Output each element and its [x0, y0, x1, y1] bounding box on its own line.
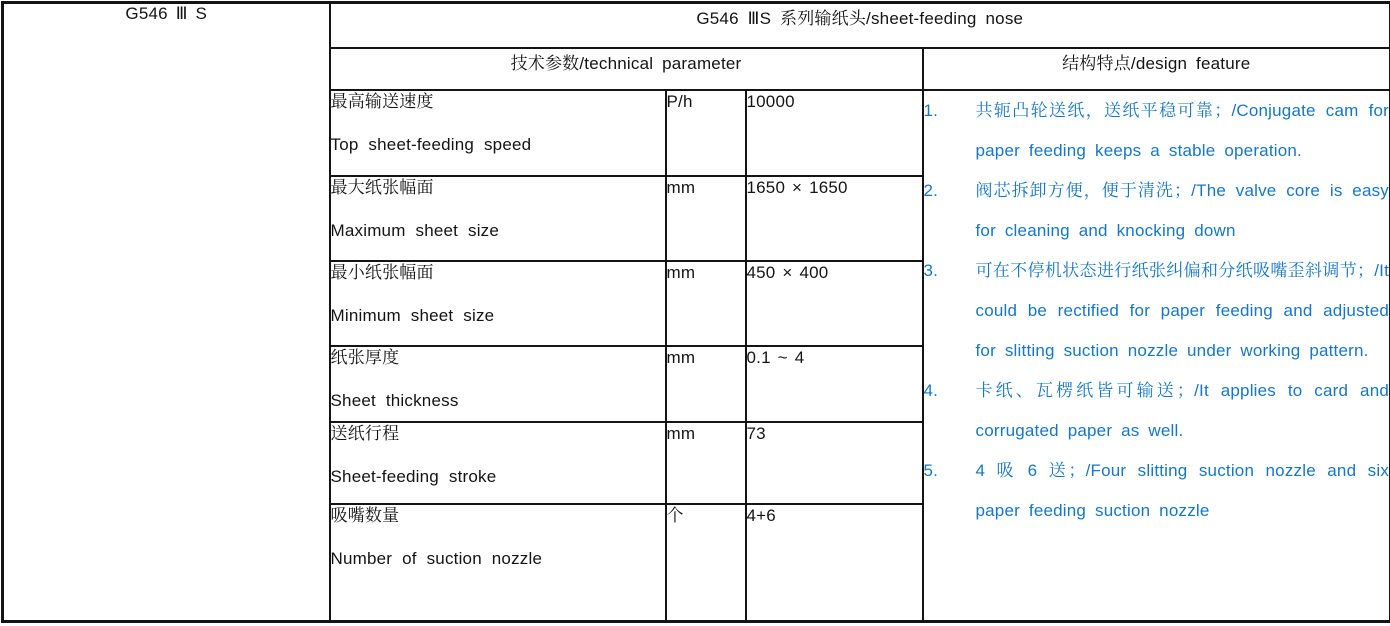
param-name-cn: 吸嘴数量 — [330, 505, 400, 525]
feature-text: 卡纸、瓦楞纸皆可输送；/It applies to card and corrugated paper as well. — [975, 380, 1390, 440]
param-value-cell: 10000 — [746, 90, 923, 176]
param-value-cell: 0.1 ~ 4 — [746, 346, 923, 422]
feature-text: 共轭凸轮送纸，送纸平稳可靠；/Conjugate cam for paper feeding keeps a stable operation. — [975, 100, 1390, 160]
feature-text: 可在不停机状态进行纸张纠偏和分纸吸嘴歪斜调节；/It could be rectified for paper feeding and adjusted for slitting suction nozzle under working pattern. — [975, 260, 1390, 360]
param-unit-cell: 个 — [666, 504, 746, 622]
param-name-cn: 纸张厚度 — [330, 347, 400, 367]
param-name-cell — [330, 90, 666, 176]
param-name-en: Sheet-feeding stroke — [330, 466, 497, 486]
feature-text: 4 吸 6 送；/Four slitting suction nozzle and six paper feeding suction nozzle — [975, 460, 1390, 520]
model-name: G546 Ⅲ S — [125, 4, 208, 23]
feature-number: 3. — [923, 260, 939, 280]
feature-number: 5. — [923, 460, 939, 480]
param-value-cell: 1650 × 1650 — [746, 176, 923, 261]
param-name-cn: 最大纸张幅面 — [330, 177, 434, 197]
param-name-en: Number of suction nozzle — [330, 548, 543, 568]
param-unit-cell: P/h — [666, 90, 746, 176]
series-title-cell — [330, 3, 1390, 48]
technical-parameter-header: 技术参数/technical parameter — [330, 48, 923, 90]
param-name-cn: 最高输送速度 — [330, 91, 434, 111]
feature-number: 2. — [923, 180, 939, 200]
feature-item — [924, 451, 1390, 531]
param-unit-cell: mm — [666, 176, 746, 261]
param-value-cell: 450 × 400 — [746, 261, 923, 346]
param-name-cell — [330, 261, 666, 346]
param-name-cell — [330, 346, 666, 422]
param-name-en: Minimum sheet size — [330, 305, 495, 325]
param-name-cell — [330, 176, 666, 261]
spec-table — [1, 1, 1390, 623]
feature-item — [924, 171, 1390, 251]
feature-number: 1. — [923, 100, 939, 120]
series-title: G546 ⅢS 系列输纸头/sheet-feeding nose — [696, 9, 1024, 28]
param-unit-cell: mm — [666, 346, 746, 422]
feature-item — [924, 371, 1390, 451]
param-unit-cell: mm — [666, 422, 746, 504]
param-name-en: Sheet thickness — [330, 390, 459, 410]
feature-item — [924, 91, 1390, 171]
param-name-en: Top sheet-feeding speed — [330, 134, 532, 154]
feature-item — [924, 251, 1390, 371]
feature-number: 4. — [923, 380, 939, 400]
param-name-en: Maximum sheet size — [330, 220, 500, 240]
param-value-cell: 4+6 — [746, 504, 923, 622]
param-unit-cell: mm — [666, 261, 746, 346]
feature-text: 阀芯拆卸方便，便于清洗；/The valve core is easy for cleaning and knocking down — [975, 180, 1390, 240]
param-name-cell — [330, 422, 666, 504]
model-name-cell — [3, 3, 330, 622]
param-name-cn: 最小纸张幅面 — [330, 262, 434, 282]
param-value-cell: 73 — [746, 422, 923, 504]
design-features-cell — [923, 90, 1390, 622]
design-feature-header: 结构特点/design feature — [923, 48, 1390, 90]
param-name-cn: 送纸行程 — [330, 423, 400, 443]
param-name-cell — [330, 504, 666, 622]
